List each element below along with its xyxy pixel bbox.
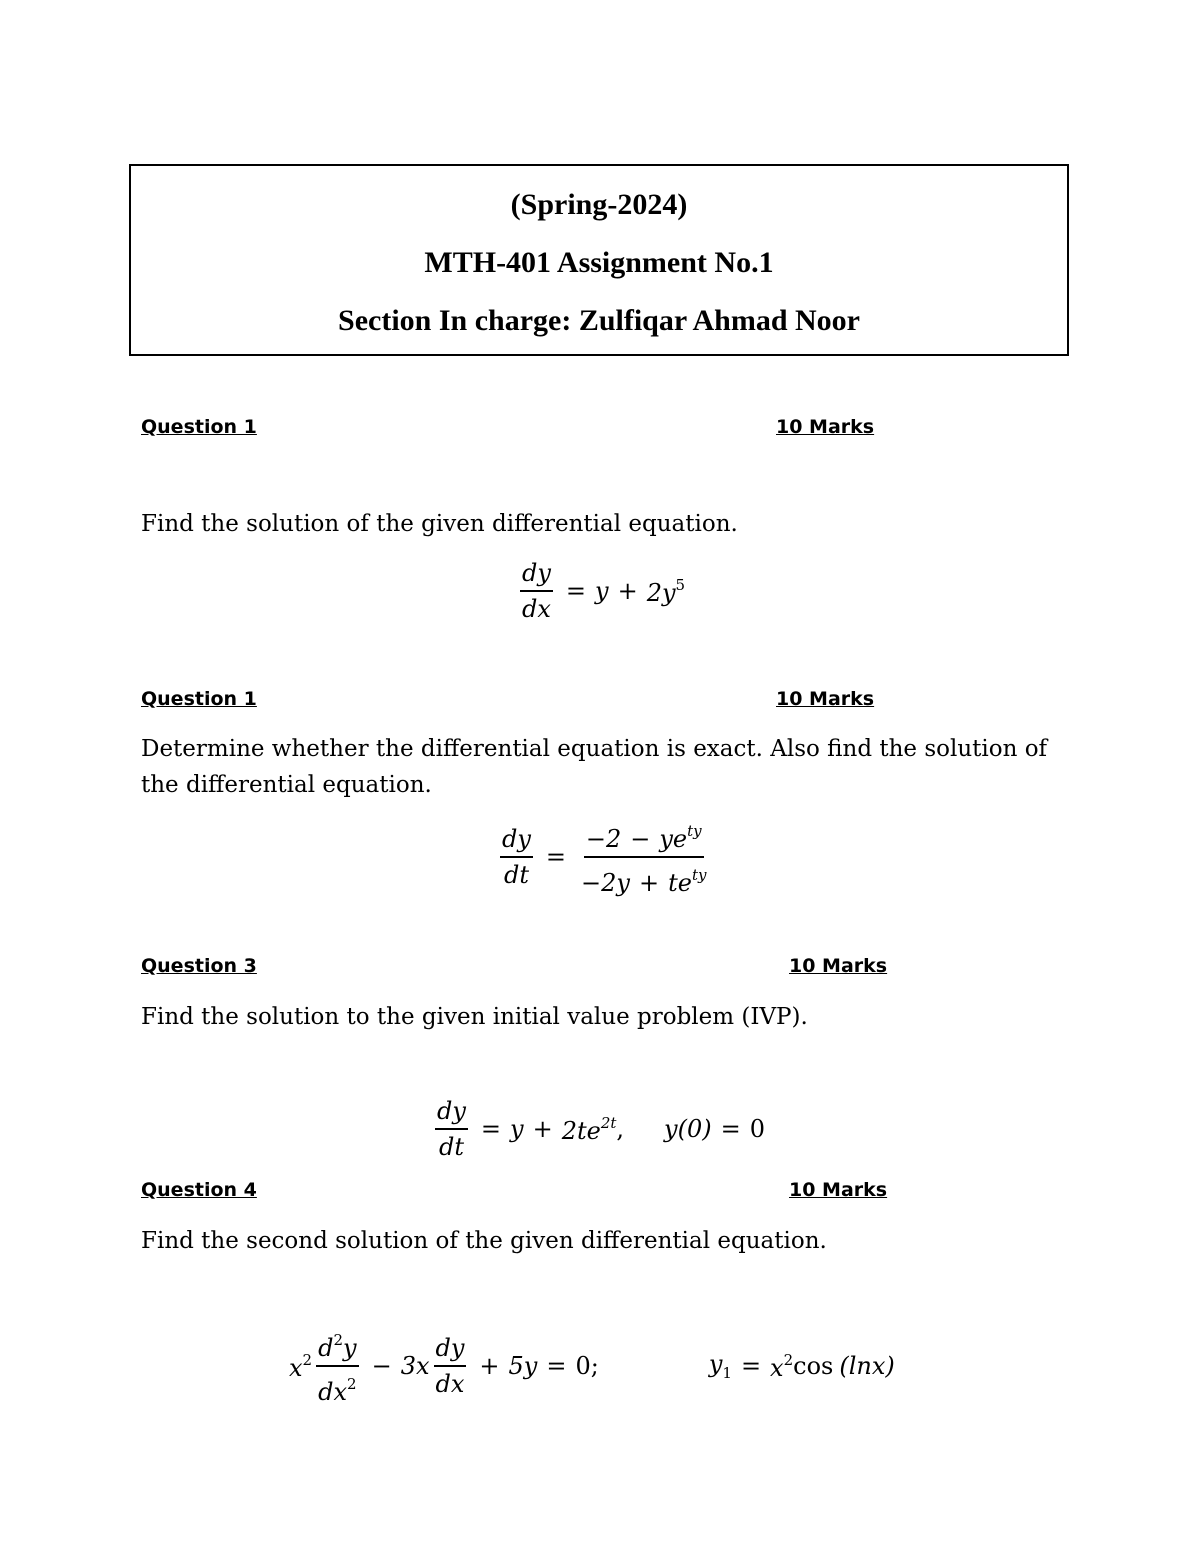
- question-3-marks: 10 Marks: [789, 955, 888, 977]
- question-4-text: Find the second solution of the given differential equation.: [141, 1228, 827, 1254]
- derivative-fraction: $\frac{dy}{dx}$: [522, 559, 551, 623]
- question-1-marks: 10 Marks: [776, 416, 875, 438]
- derivative-fraction: $\frac{dy}{dx}$: [435, 1334, 465, 1398]
- header-box: [129, 164, 1069, 356]
- question-4-marks: 10 Marks: [789, 1179, 888, 1201]
- question-1-equation: $\frac{dy}{dx}$ = y + $2y^5$: [522, 559, 686, 623]
- rhs-fraction: $\frac{-2 - ye^{ty}}{-2y + te^{ty}}$: [579, 816, 708, 898]
- section-in-charge: Section In charge: Zulfiqar Ahmad Noor: [338, 304, 860, 337]
- question-2-text: Determine whether the differential equation is exact. Also find the solution of the differential equation.: [141, 736, 1048, 798]
- question-1-text: Find the solution of the given differential equation.: [141, 511, 738, 537]
- question-1-label: Question 1: [141, 416, 257, 438]
- derivative-fraction: $\frac{dy}{dt}$: [502, 825, 531, 889]
- term-heading: (Spring-2024): [510, 188, 688, 221]
- question-3-equation: $\frac{dy}{dt}$ = y + $2te^{2t}$ , y(0) = 0: [437, 1097, 765, 1161]
- derivative-fraction: $\frac{dy}{dt}$: [437, 1097, 466, 1161]
- question-2-marks: 10 Marks: [776, 688, 875, 710]
- question-2-equation: $\frac{dy}{dt}$ = $\frac{-2 - ye^{ty}}{-2y + te^{ty}}$: [496, 816, 712, 898]
- second-derivative-fraction: $\frac{d^2y}{dx^2}$: [316, 1325, 358, 1407]
- question-4-label: Question 4: [141, 1179, 257, 1201]
- question-3-text: Find the solution to the given initial value problem (IVP).: [141, 1004, 808, 1030]
- given-solution: $y_1$: [708, 1350, 732, 1382]
- question-2-label: Question 1: [141, 688, 257, 710]
- question-4-equation: $x^2$ $\frac{d^2y}{dx^2}$ − 3x $\frac{dy}{dx}$ + 5y = 0; $y_1$ = $x^2$ cos (lnx): [289, 1325, 895, 1407]
- assignment-title: MTH-401 Assignment No.1: [424, 246, 774, 279]
- question-3-label: Question 3: [141, 955, 257, 977]
